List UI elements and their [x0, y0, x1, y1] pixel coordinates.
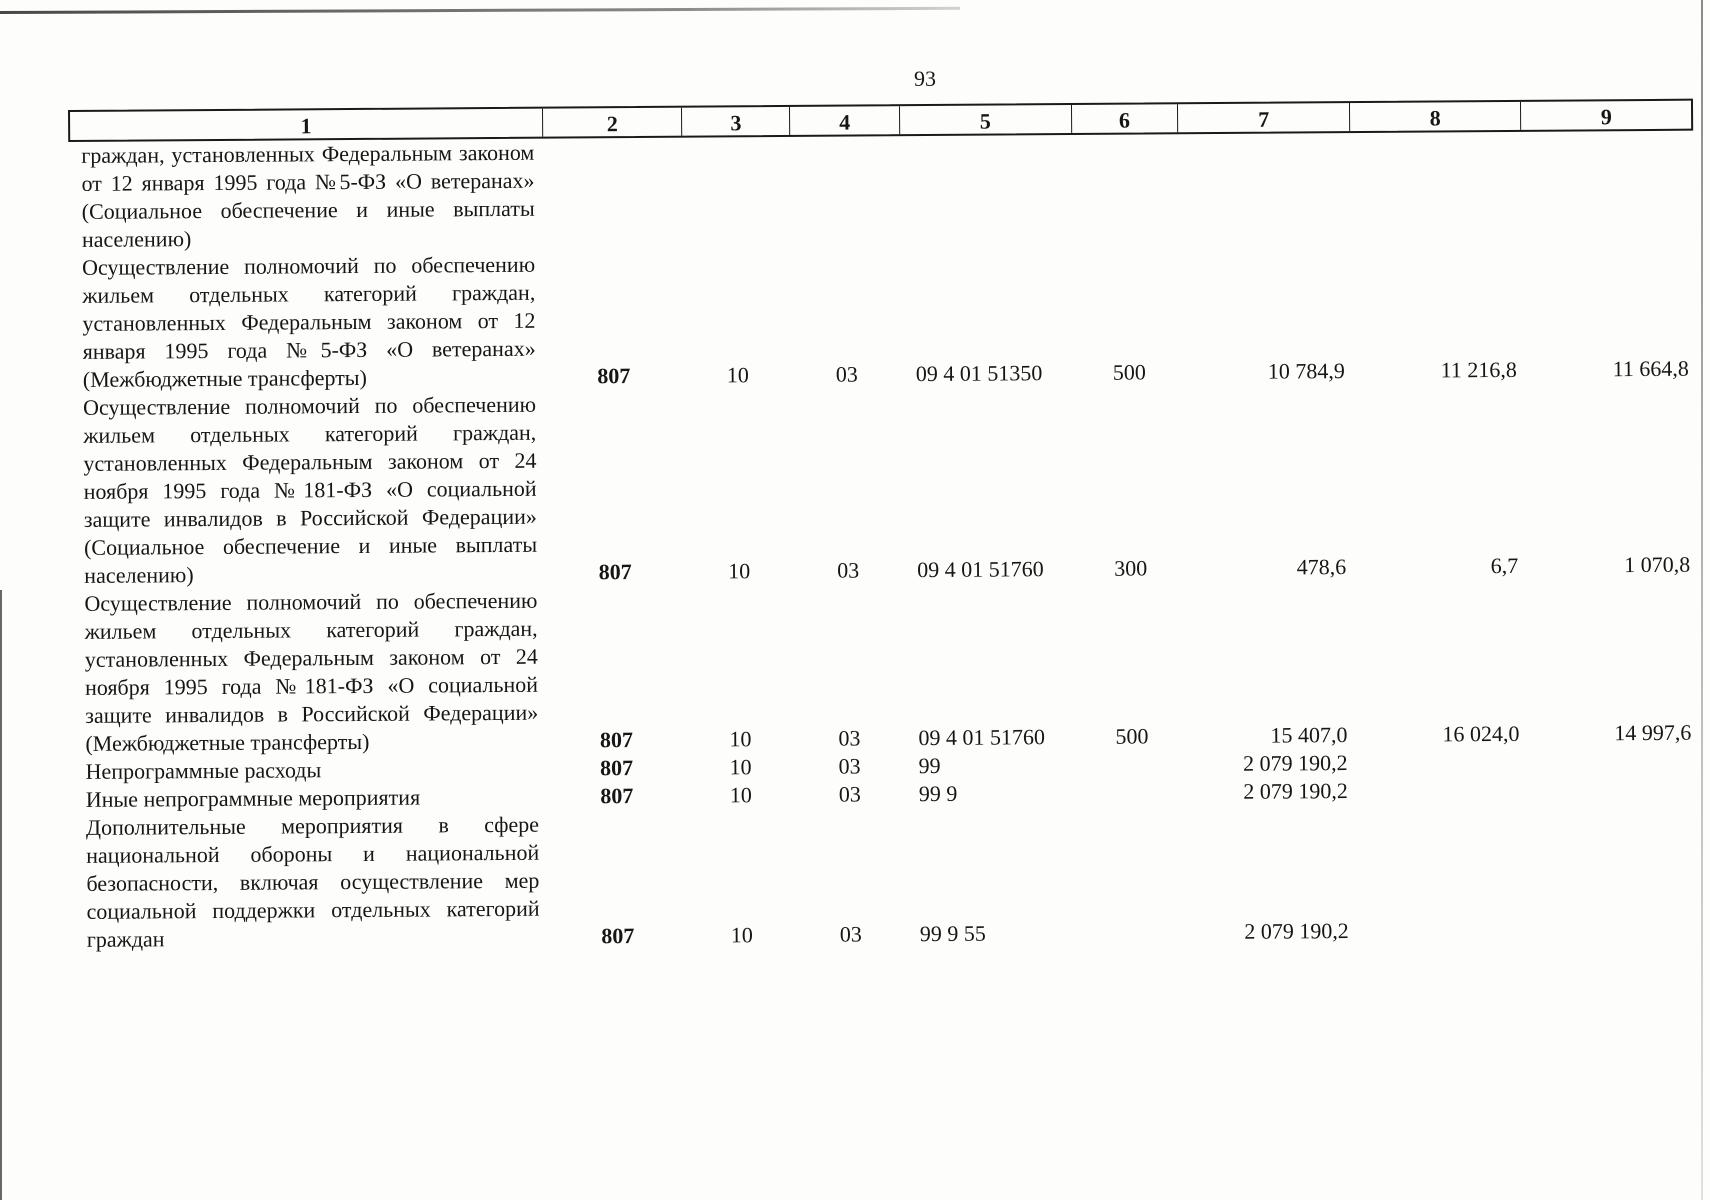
cell-expense-type: 500 [1115, 723, 1149, 749]
column-header-6: 6 [1072, 104, 1179, 133]
row-description: граждан, установленных Федеральным законом от 12 января 1995 года №5-ФЗ «О ветеранах» (Социальное обеспечение и иные выплаты населению) [81, 139, 535, 252]
cell-ministry-code: 807 [600, 755, 634, 781]
scan-edge-left [0, 590, 2, 1200]
cell-amount-col9 [1529, 943, 1699, 944]
scan-edge-top [0, 7, 960, 14]
cell-target-article: 09 4 01 51760 [918, 724, 1045, 751]
cell-amount-col7: 15 407,0 [1270, 722, 1348, 748]
cell-target-article: 99 9 [918, 780, 958, 807]
table-row [69, 243, 1695, 394]
cell-amount-col7: 10 784,9 [1267, 358, 1345, 384]
cell-section: 10 [729, 782, 752, 808]
table-row [68, 131, 1694, 254]
column-header-7: 7 [1178, 103, 1350, 132]
page-number: 93 [914, 66, 936, 91]
row-description: Осуществление полномочий по обеспечению жильем отдельных категорий граждан, установленных Федеральным законом от 24 ноября 1995 года №181-ФЗ «О социальной защите инвалидов в Российской Федерации» (Межбюджетные трансферты) [84, 587, 539, 756]
budget-table [68, 99, 1699, 954]
column-header-8: 8 [1350, 102, 1522, 131]
column-header-5: 5 [900, 105, 1072, 134]
cell-section: 10 [729, 754, 752, 780]
table-row [73, 803, 1699, 954]
cell-subsection: 03 [838, 781, 861, 807]
table-row [71, 579, 1697, 758]
row-description: Осуществление полномочий по обеспечению жильем отдельных категорий граждан, установленных Федеральным законом от 12 января 1995 года №5-ФЗ «О ветеранах» (Межбюджетные трансферты) [82, 251, 536, 392]
cell-target-article: 99 9 55 [919, 920, 986, 947]
cell-ministry-code: 807 [600, 783, 634, 809]
column-header-1: 1 [70, 109, 543, 140]
cell-ministry-code: 807 [597, 363, 631, 389]
cell-target-article: 09 4 01 51760 [917, 556, 1044, 583]
scan-edge-right [1701, 0, 1703, 1200]
cell-subsection: 03 [838, 753, 861, 779]
column-header-2: 2 [543, 108, 683, 137]
cell-amount-col8: 16 024,0 [1442, 720, 1520, 747]
row-description: Непрограммные расходы [85, 757, 322, 784]
cell-expense-type [1078, 946, 1185, 947]
cell-amount-col9: 11 664,8 [1612, 355, 1689, 382]
cell-amount-col8: 11 216,8 [1440, 356, 1517, 383]
cell-subsection: 03 [837, 557, 860, 583]
cell-subsection: 03 [838, 725, 861, 751]
cell-expense-type: 500 [1112, 359, 1146, 385]
column-header-3: 3 [682, 107, 790, 136]
cell-target-article: 99 [918, 752, 941, 779]
cell-subsection: 03 [835, 361, 858, 387]
cell-amount-col7: 2 079 190,2 [1243, 778, 1348, 804]
cell-amount-col7: 2 079 190,2 [1243, 750, 1348, 776]
cell-ministry-code: 807 [601, 923, 635, 949]
row-description: Осуществление полномочий по обеспечению жильем отдельных категорий граждан, установленных Федеральным законом от 24 ноября 1995 года №181-ФЗ «О социальной защите инвалидов в Российской Федерации» (Социальное обеспечение и иные выплаты населению) [82, 391, 538, 588]
cell-amount-col8: 6,7 [1490, 552, 1519, 579]
row-description: Дополнительные мероприятия в сфере национальной обороны и национальной безопасности, включая осуществление мер социальной поддержки отдельных категорий граждан [85, 811, 540, 952]
cell-amount-col9: 1 070,8 [1624, 551, 1691, 578]
cell-target-article: 09 4 01 51350 [915, 360, 1043, 387]
cell-section: 10 [729, 726, 752, 752]
cell-subsection: 03 [839, 921, 862, 947]
column-header-9: 9 [1600, 104, 1612, 130]
cell-amount-col8 [1357, 944, 1529, 945]
cell-section: 10 [730, 922, 753, 948]
cell-ministry-code: 807 [599, 727, 633, 753]
row-description: Иные непрограммные мероприятия [85, 784, 421, 812]
cell-section: 10 [728, 558, 751, 584]
cell-section: 10 [726, 362, 749, 388]
table-row [70, 383, 1696, 590]
cell-amount-col7: 478,6 [1296, 554, 1347, 580]
column-header-4: 4 [790, 106, 900, 135]
cell-expense-type: 300 [1114, 555, 1148, 581]
cell-ministry-code: 807 [598, 559, 632, 585]
cell-amount-col9: 14 997,6 [1614, 719, 1692, 746]
cell-amount-col7: 2 079 190,2 [1244, 918, 1349, 944]
